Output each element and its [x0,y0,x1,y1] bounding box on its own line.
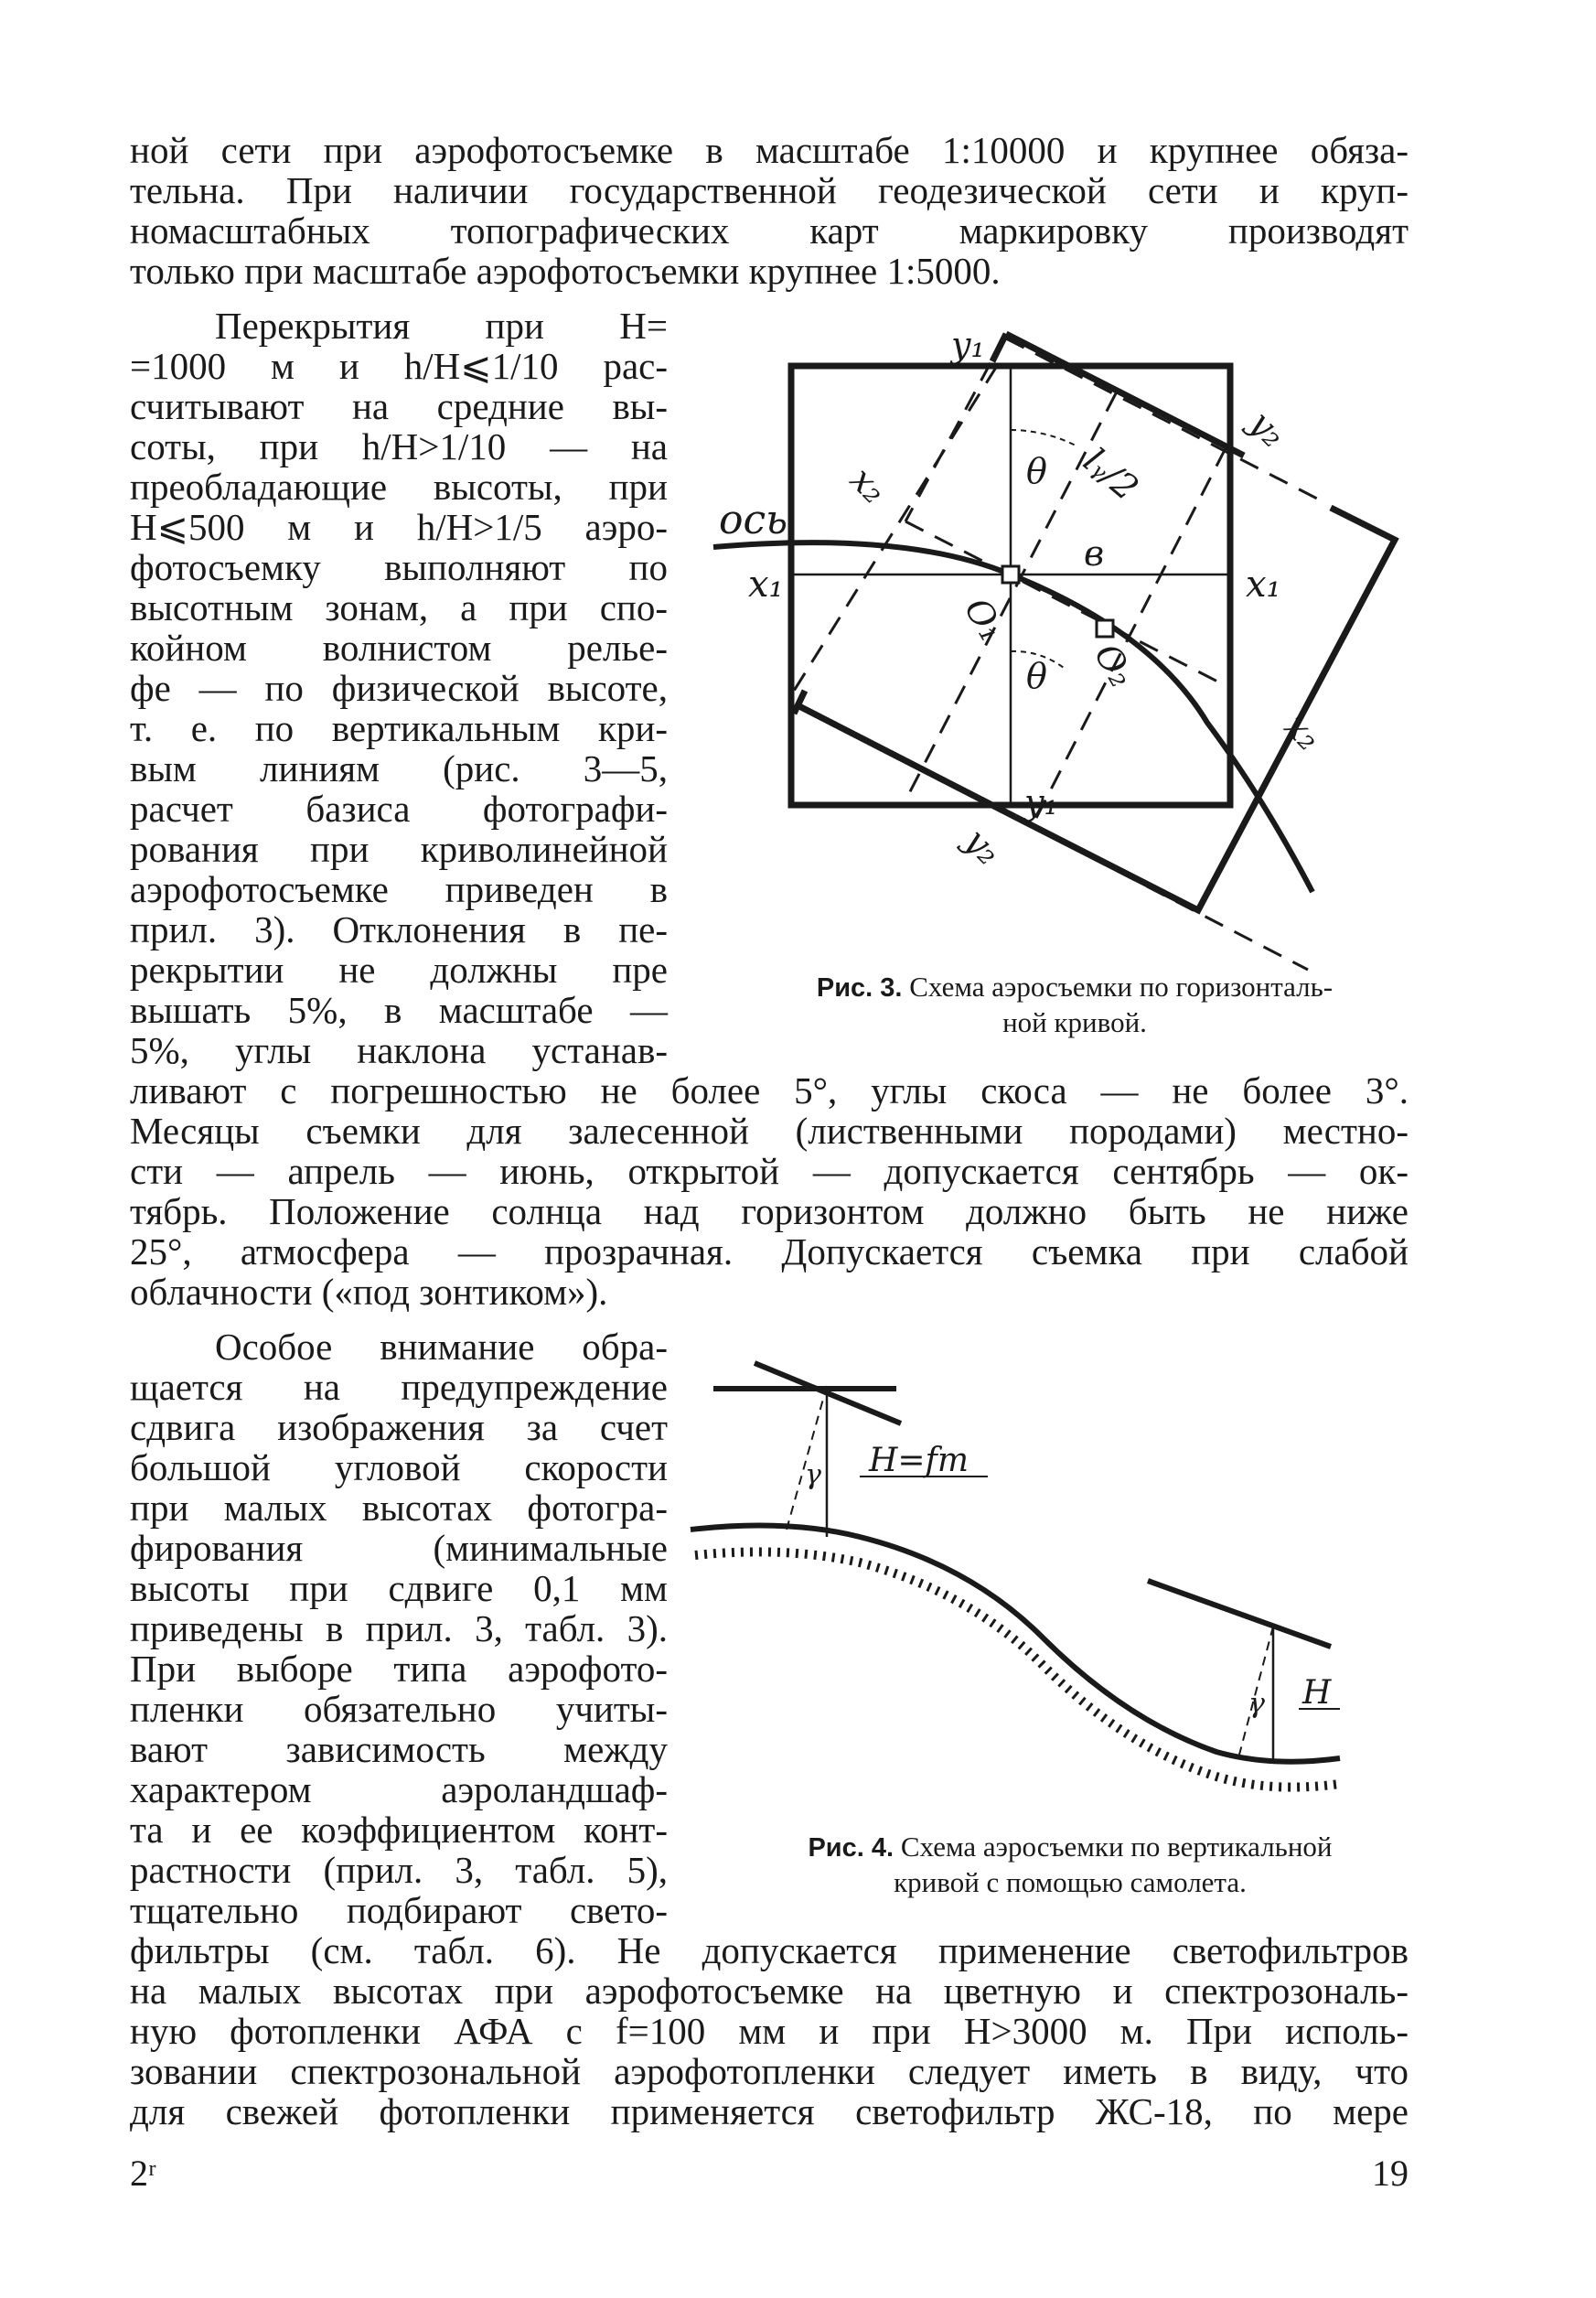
text-line: та и ее коэффициентом конт- [130,1809,668,1851]
text-line: вышать 5%, в масштабе — [130,989,668,1031]
x2-bottom-label: x₂ [1276,705,1330,758]
text-line: 25°, атмосфера — прозрачная. Допускается съемка при слабой [130,1230,1409,1272]
text-line: тельна. При наличии государственной геодезической сети и круп- [130,169,1409,211]
text-line: фотосъемку выполняют по [130,546,668,588]
terrain-profile [691,1526,1340,1762]
text-line: считывают на средние вы- [130,385,668,427]
h-label: H [1302,1674,1332,1712]
text-line: номасштабных топографических карт маркировку производят [130,209,1409,252]
text-line: характером аэроландшаф- [130,1768,668,1810]
figure-3-caption [727,970,1422,1040]
center-o1 [1002,566,1019,583]
figure-3-caption-line-1: Схема аэросъемки по горизонталь- [909,971,1334,1003]
figure-4-diagram [686,1345,1381,1784]
text-line: койном волнистом релье- [130,627,668,669]
o2-label: O₂ [1086,637,1143,694]
flight-axis-curve [713,542,1312,892]
y1-top-label: y₁ [951,325,985,365]
figure-4-caption-line-2: кривой с помощью самолета. [894,1866,1247,1898]
figure-4-caption-line-1: Схема аэросъемки по вертикальной [900,1831,1333,1863]
figure-3-diagram [695,316,1418,947]
text-line: ливают с погрешностью не более 5°, углы скоса — не более 3°. [130,1069,1409,1111]
frame-2-right-bottom-edge [1015,508,1395,910]
x1-left-label: x₁ [748,564,784,606]
text-line: пленки обязательно учиты- [130,1688,668,1730]
text-line: на малых высотах при аэрофотосъемке на цветную и спектрозональ- [130,1970,1409,2012]
gamma-bottom-label: γ [1248,1688,1265,1720]
o1-label: O₁ [956,591,1013,649]
text-line: тябрь. Положение солнца над горизонтом должно быть не ниже [130,1190,1409,1232]
signature-mark: 2ʳ [130,2153,156,2194]
text-line: при малых высотах фотогра- [130,1487,668,1529]
b-label: в [1084,533,1105,574]
theta-bottom-label: θ [1026,656,1047,696]
text-line: большой угловой скорости [130,1446,668,1488]
text-line: =1000 м и h/H⩽1/10 рас- [130,345,668,387]
text-line: Особое внимание обра- [215,1326,668,1368]
text-line: зовании спектрозональной аэрофотопленки следует иметь в виду, что [130,2050,1409,2092]
ly-half-label: lᵧ/2 [1076,440,1147,509]
text-line: Перекрытия при H= [215,305,668,347]
y1-bottom-label: y₁ [1024,782,1058,822]
x2-top-label: x₂ [841,458,895,511]
text-line: расчет базиса фотографи- [130,788,668,830]
text-line: сдвига изображения за счет [130,1406,668,1448]
gamma-top-label: γ [805,1459,821,1491]
text-line: ной сети при аэрофотосъемке в масштабе 1:10000 и крупнее обяза- [130,129,1409,171]
text-line: т. е. по вертикальным кри- [130,707,668,749]
angle-arc-top [1011,430,1077,446]
upper-slant [787,1386,827,1530]
text-line: фе — по физической высоте, [130,667,668,709]
text-line: вым линиям (рис. 3—5, [130,747,668,789]
y2-bottom-label: y₂ [956,820,1010,873]
text-line: щается на предупреждение [130,1366,668,1408]
text-line: соты, при h/H>1/10 — на [130,425,668,467]
text-line: преобладающие высоты, при [130,466,668,508]
text-line: сти — апрель — июнь, открытой — допускается сентябрь — ок- [130,1150,1409,1192]
text-line: высоты при сдвиге 0,1 мм [130,1567,668,1609]
text-line: При выборе типа аэрофото- [130,1648,668,1690]
text-line: высотным зонам, а при спо- [130,586,668,628]
text-line: облачности («под зонтиком»). [130,1271,608,1313]
y2-top-label: y₂ [1241,403,1294,456]
dashed-lines [791,334,1317,970]
text-line: только при масштабе аэрофотосъемки крупнее 1:5000. [130,250,1001,292]
figure-4-caption [709,1830,1431,1900]
axis-label: ось [719,497,788,543]
terrain-hatching [695,1552,1340,1787]
text-line: фильтры (см. табл. 6). Не допускается применение светофильтров [130,1929,1409,1971]
text-line: рования при криволинейной [130,828,668,870]
figure-3-label: Рис. 3. [816,973,903,1003]
lower-camera-line [1148,1581,1331,1647]
theta-top-label: θ [1026,451,1047,491]
center-o2 [1097,620,1113,637]
text-line: вают зависимость между [130,1728,668,1770]
text-line: 5%, углы наклона устанав- [130,1029,668,1071]
text-line: прил. 3). Отклонения в пе- [130,908,668,950]
frame-2-top-edge [1006,334,1244,456]
text-line: растности (прил. 3, табл. 5), [130,1849,668,1891]
text-line: аэрофотосъемке приведен в [130,868,668,910]
text-line: фирования (минимальные [130,1527,668,1569]
text-line: рекрытии не должны пре [130,949,668,991]
figure-3-caption-line-2: ной кривой. [1002,1006,1147,1038]
figure-4-label: Рис. 4. [808,1833,894,1863]
text-line: приведены в прил. 3, табл. 3). [130,1607,668,1649]
text-line: ную фотопленки АФА с f=100 мм и при H>3000 м. При исполь- [130,2010,1409,2052]
h-fm-label: H=fm [869,1442,969,1479]
text-line: тщательно подбирают свето- [130,1889,668,1931]
page-number: 19 [1372,2153,1409,2194]
text-line: для свежей фотопленки применяется светофильтр ЖС-18, по мере [130,2090,1409,2132]
x1-right-label: x₁ [1246,564,1281,606]
text-line: H⩽500 м и h/H>1/5 аэро- [130,506,668,548]
text-line: Месяцы съемки для залесенной (лиственными породами) местно- [130,1110,1409,1152]
